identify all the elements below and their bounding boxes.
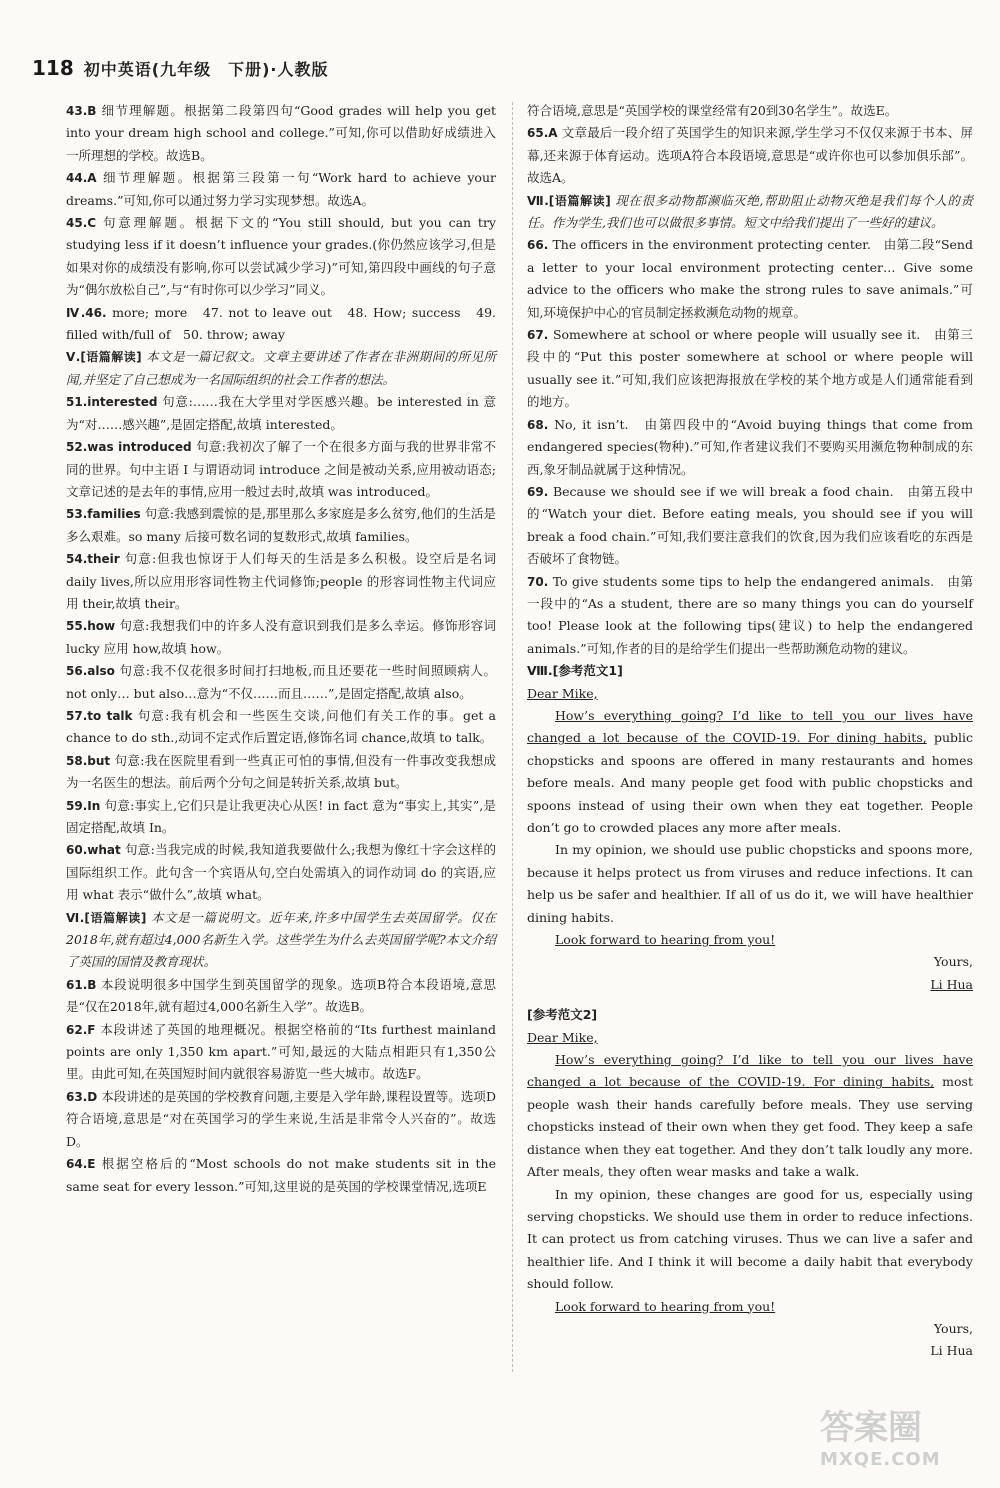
answer-text: 句意:……我在大学里对学医感兴趣。be interested in 意为“对……感兴趣”,是固定搭配,故填 interested。 [66, 394, 496, 432]
answer-entry [66, 503, 496, 548]
essay1-p1-rest: public chopsticks and spoons are offered in many restaurants and homes before meals. And many people get food with public chopsticks and spoons instead of using their own when they eat together. People don’t go to crowded places any more after meals. [527, 730, 973, 835]
answer-text: 句意理解题。根据下文的“You still should, but you can try studying less if it doesn’t influence your grades.(你仍然应该学习,但是如果对你的成绩没有影响,你可以尝试减少学习)”可知,第四段中画线的句子意为“偶尔放松自己”,与“有时你可以少学习”同义。 [66, 215, 496, 298]
answer-number: 65.A [527, 126, 558, 141]
answer-number: 44.A [66, 171, 97, 186]
essay2-heading: [参考范文2] [527, 1007, 598, 1023]
answer-entry [527, 100, 973, 122]
answer-number: 62.F [66, 1022, 96, 1037]
answer-entry [66, 302, 496, 347]
answer-text: 句意:我初次了解了一个在很多方面与我的世界非常不同的世界。句中主语 I 与谓语动词 introduce 之间是被动关系,应用被动语态;文章记述的是去年的事情,应用一般过去时,故填 was introduced。 [66, 439, 496, 499]
answer-entry [66, 660, 496, 705]
answer-entry [66, 436, 496, 503]
answer-entry [66, 795, 496, 840]
answer-number: 56.also [66, 664, 115, 679]
watermark-line-2: MXQE.COM [820, 1449, 941, 1470]
answer-text: 句意:事实上,它们只是让我更决心从医! in fact 意为“事实上,其实”,是固定搭配,故填 In。 [66, 797, 496, 835]
answer-number: 58.but [66, 753, 111, 768]
essay1-heading: Ⅷ.[参考范文1] [527, 663, 623, 679]
answer-number: 61.B [66, 977, 97, 992]
answer-entry [527, 190, 973, 235]
right-entries [527, 100, 973, 660]
column-divider [512, 102, 513, 1372]
answer-number: 55.how [66, 619, 116, 634]
essay1-sign-yours: Yours, [933, 954, 973, 970]
answer-text: 句意:我感到震惊的是,那里那么多家庭是多么贫穷,他们的生活是多么艰难。so many 后接可数名词的复数形式,故填 families。 [66, 506, 496, 544]
answer-text: 现在很多动物都濒临灭绝,帮助阻止动物灭绝是我们每个人的责任。作为学生,我们也可以做很多事情。短文中给我们提出了一些好的建议。 [527, 192, 973, 231]
page-header [32, 56, 492, 86]
answer-text: 句意:但我也惊讶于人们每天的生活是多么积极。设空后是名词 daily lives,所以应用形容词性物主代词修饰;people 的形容词性物主代词应用 their,故填 their。 [66, 551, 496, 611]
answer-text: The officers in the environment protecting center. 由第二段“Send a letter to your local environment protecting center… Give some advice to the officers who make the strong rules to save animals.”可知,环境保护中心的官员制定拯救濒危动物的规章。 [527, 237, 973, 320]
answer-text: 本段讲述的是英国的学校教育问题,主要是入学年龄,课程设置等。选项D符合语境,意思是“对在英国学习的学生来说,生活是非常令人兴奋的”。故选D。 [66, 1088, 496, 1149]
answer-entry [527, 234, 973, 324]
answer-text: 本文是一篇记叙文。文章主要讲述了作者在非洲期间的所见所闻,并坚定了自己想成为一名国际组织的社会工作者的想法。 [66, 349, 496, 387]
left-column [66, 100, 496, 1198]
answer-text: 文章最后一段介绍了英国学生的知识来源,学生学习不仅仅来源于书本、屏幕,还来源于体育运动。选项A符合本段语境,意思是“或许你也可以参加俱乐部”。故选A。 [527, 125, 973, 186]
answer-number: Ⅶ.[语篇解读] [527, 193, 611, 208]
answer-entry [66, 705, 496, 750]
answer-number: 67. [527, 328, 549, 343]
book-title: 初中英语(九年级 下册)·人教版 [83, 60, 329, 79]
essay2-underlined: How’s everything going? I’d like to tell you our lives have changed a lot because of the COVID-19. For dining habits, [527, 1052, 973, 1090]
answer-text: 根据空格后的“Most schools do not make students sit in the same seat for every lesson.”可知,这里说的是英国的学校课堂情况,选项E [66, 1156, 496, 1194]
answer-entry [66, 100, 496, 167]
answer-entry [66, 1019, 496, 1086]
essay1-closing: Look forward to hearing from you! [555, 932, 776, 948]
answer-entry [66, 907, 496, 974]
answer-text: No, it isn’t. 由第四段中的“Avoid buying things that come from endangered species(物种).”可知,作者建议我们不要购买用濒危物种制成的东西,象牙制品就属于这种情况。 [527, 416, 973, 477]
answer-entry [66, 212, 496, 302]
answer-number: Ⅳ.46. [66, 305, 107, 320]
essay2-p1-rest: most people wash their hands carefully before meals. They use serving chopsticks instead of their own when they get food. They keep a safe distance when they eat together. And they don’t talk loudly any more. After meals, they often wear masks and take a walk. [527, 1074, 973, 1180]
essay1-paragraph-2: In my opinion, we should use public chopsticks and spoons more, because it helps protect us from viruses and reduce infections. It can help us be safer and healthier. If all of us do it, we will have healthier dining habits. [527, 842, 973, 925]
answer-entry [66, 346, 496, 391]
answer-text: 句意:我想我们中的许多人没有意识到我们是多么幸运。修饰形容词 lucky 应用 how,故填 how。 [66, 618, 496, 656]
answer-text: 句意:我不仅花很多时间打扫地板,而且还要花一些时间照顾病人。not only… but also…意为“不仅……而且……”,是固定搭配,故填 also。 [66, 663, 496, 701]
answer-entry [66, 391, 496, 436]
answer-number: 63.D [66, 1089, 98, 1104]
answer-entry [66, 839, 496, 906]
answer-entry [66, 548, 496, 615]
answer-number: 59.In [66, 798, 101, 813]
essay2-paragraph-1 [527, 1049, 973, 1183]
answer-text: 细节理解题。根据第二段第四句“Good grades will help you get into your dream high school and college.”可知,你可以借助好成绩进入一所理想的学校。故选B。 [66, 103, 496, 163]
answer-number: 64.E [66, 1157, 96, 1172]
essay1-sign-name: Li Hua [930, 976, 973, 992]
answer-entry [66, 167, 496, 212]
essay2-closing: Look forward to hearing from you! [555, 1298, 776, 1314]
answer-entry [527, 414, 973, 481]
answer-number: 43.B [66, 104, 97, 118]
answer-text: 本段讲述了英国的地理概况。根据空格前的“Its furthest mainland points are only 1,350 km apart.”可知,最远的大陆点相距只有1,350公里。由此可知,在英国短时间内就很容易游览一些大城市。故选F。 [66, 1021, 496, 1082]
answer-text: Somewhere at school or where people will usually see it. 由第三段中的“Put this poster somewhere at school or where people will usually see it.”可知,我们应该把海报放在学校的某个地方或是人们通常能看到的地方。 [527, 327, 973, 410]
answer-number: Ⅴ.[语篇解读] [66, 350, 142, 365]
answer-entry [66, 750, 496, 795]
answer-number: Ⅵ.[语篇解读] [66, 910, 147, 925]
right-column [527, 100, 973, 1363]
answer-text: 句意:当我完成的时候,我知道我要做什么;我想为像红十字会这样的国际组织工作。此句含一个宾语从句,空白处需填入的词作动词 do 的宾语,应用 what 表示“做什么”,故填 what。 [66, 842, 496, 903]
answer-entry [527, 324, 973, 414]
page-number: 118 [32, 56, 74, 80]
answer-number: 45.C [66, 216, 97, 231]
answer-text: 符合语境,意思是“英国学校的课堂经常有20到30名学生”。故选E。 [527, 103, 898, 118]
answer-text: 细节理解题。根据第三段第一句“Work hard to achieve your dreams.”可知,你可以通过努力学习实现梦想。故选A。 [66, 170, 496, 208]
answer-entry [527, 571, 973, 661]
answer-text: Because we should see if we will break a food chain. 由第五段中的“Watch your diet. Before eating meals, you should see if you will break a food chain.”可知,我们要注意我们的饮食,因为我们应该看吃的东西是否破坏了食物链。 [527, 483, 973, 567]
answer-text: 句意:我有机会和一些医生交谈,问他们有关工作的事。get a chance to do sth.,动词不定式作后置定语,修饰名词 chance,故填 to talk。 [66, 707, 496, 746]
watermark-logo [820, 1400, 990, 1470]
answer-number: 57.to talk [66, 708, 133, 723]
essay1-greeting: Dear Mike, [527, 685, 598, 701]
answer-number: 68. [527, 417, 549, 432]
answer-entry [527, 122, 973, 189]
answer-number: 51.interested [66, 395, 158, 410]
answer-number: 60.what [66, 843, 121, 858]
answer-number: 66. [527, 238, 549, 253]
answer-number: 53.families [66, 507, 141, 522]
essay1-paragraph-1 [527, 705, 973, 839]
answer-number: 69. [527, 484, 549, 499]
answer-number: 54.their [66, 552, 120, 567]
answer-entry [527, 481, 973, 571]
essay2-sign-name: Li Hua [930, 1343, 973, 1359]
watermark-line-1: 答案圈 [820, 1408, 922, 1448]
answer-text: 本文是一篇说明文。近年来,许多中国学生去英国留学。仅在2018年,就有超过4,000名新生入学。这些学生为什么去英国留学呢?本文介绍了英国的国情及教育现状。 [66, 909, 496, 970]
answer-number: 52.was introduced [66, 440, 192, 455]
answer-entry [66, 615, 496, 660]
answer-entry [66, 974, 496, 1019]
essay2-paragraph-2: In my opinion, these changes are good for us, especially using serving chopsticks. We should use them in order to reduce infections. It can protect us from catching viruses. Thus we can live a safer and healthier life. And I think it will become a daily habit that everybody should follow. [527, 1186, 973, 1292]
essay2-greeting: Dear Mike, [527, 1029, 598, 1045]
answer-text: To give students some tips to help the endangered animals. 由第一段中的“As a student, there are so many things you can do yourself too! Please look at the following tips(建议) to help the endangered animals.”可知,作者的目的是给学生们提出一些帮助濒危动物的建议。 [527, 573, 973, 656]
answer-number: 70. [527, 574, 549, 589]
answer-entry [66, 1153, 496, 1198]
answer-text: more; more 47. not to leave out 48. How; success 49. filled with/full of 50. throw; away [66, 304, 496, 343]
answer-text: 句意:我在医院里看到一些真正可怕的事情,但没有一件事改变我想成为一名医生的想法。前后两个分句之间是转折关系,故填 but。 [66, 752, 496, 791]
answer-entry [66, 1086, 496, 1153]
essay1-underlined: How’s everything going? I’d like to tell you our lives have changed a lot because of the COVID-19. For dining habits, [527, 707, 973, 746]
answer-text: 本段说明很多中国学生到英国留学的现象。选项B符合本段语境,意思是“仅在2018年,就有超过4,000名新生入学”。故选B。 [66, 976, 496, 1015]
essay2-sign-yours: Yours, [933, 1320, 973, 1336]
